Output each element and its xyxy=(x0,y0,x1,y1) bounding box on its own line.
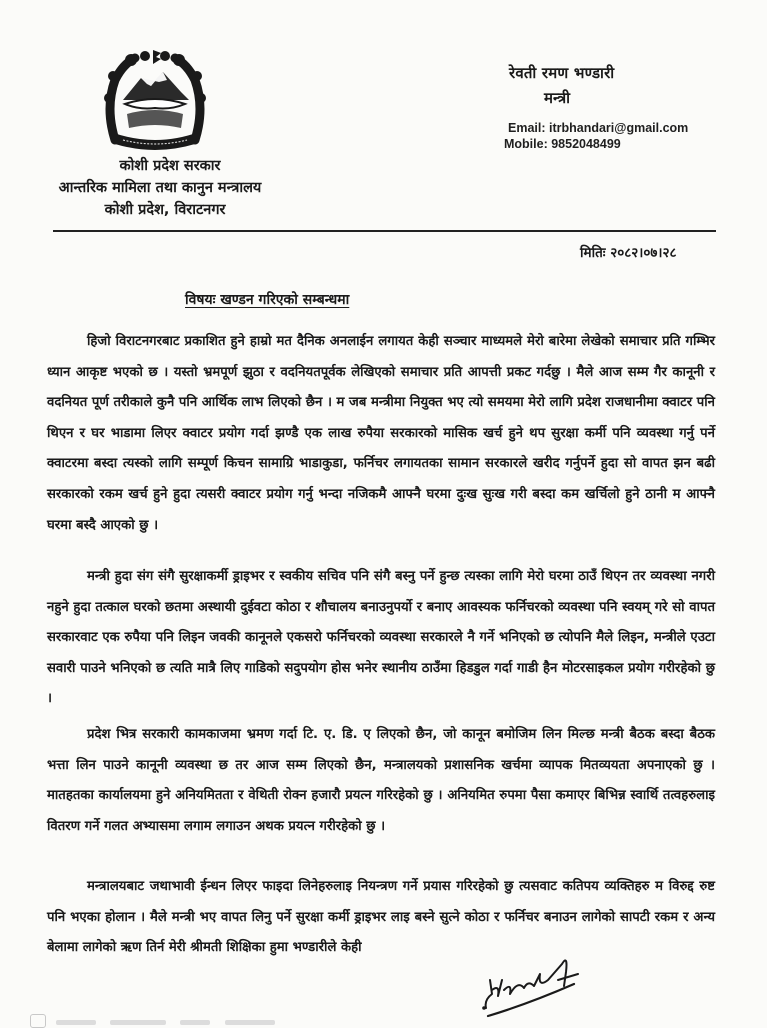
minister-title: मन्त्री xyxy=(544,89,571,107)
paragraph-text: मन्त्रालयबाट जथाभावी ईन्धन लिएर फाइदा लिनेहरुलाइ नियन्त्रण गर्ने प्रयास गरिरहेको छु त्यसवाट कतिपय व्यक्तिहरु म विरुद्द रुष्ट पनि भएका होलान । मैले मन्त्री भए वापत लिनु पर्ने सुरक्षा कर्मी ड्राइभर लाइ बस्ने सुत्ने कोठा र फर्निचर बनाउन लागेको सापटी रकम र अन्य बेलामा लागेको ऋण तिर्न मेरी श्रीमती शिक्षिका हुमा भण्डारीले केही xyxy=(47,879,715,956)
letter-subject: विषयः खण्डन गरिएको सम्बन्धमा xyxy=(185,292,350,308)
scanner-app-icon xyxy=(30,1014,46,1028)
body-paragraph-1 xyxy=(47,327,715,541)
org-ministry: आन्तरिक मामिला तथा कानुन मन्त्रालय xyxy=(58,180,262,196)
body-paragraph-2 xyxy=(47,562,715,715)
paragraph-text: प्रदेश भित्र सरकारी कामकाजमा भ्रमण गर्दा टि. ए. डि. ए लिएको छैन, जो कानून बमोजिम लिन मिल्छ मन्त्री बैठक बस्दा बैठक भत्ता लिन पाउने कानूनी व्यवस्था छ तर आज सम्म लिएको छैन, मन्त्रालयको प्रशासनिक खर्चमा व्यापक मितव्ययता अपनाएको छु । मातहतका कार्यालयमा हुने अनियमितता र वेथिती रोक्न हजारौ प्रयत्न गरिरहेको छु । अनियमित रुपमा पैसा कमाएर बिभिन्न स्वार्थि तत्वहरुलाइ वितरण गर्ने गलत अभ्यासमा लगाम लगाउन अथक प्रयत्न गरीरहेको छु । xyxy=(47,727,715,834)
scanner-watermark xyxy=(30,1014,330,1024)
watermark-text-fragment xyxy=(110,1020,166,1025)
contact-block xyxy=(504,120,689,152)
organization-block xyxy=(40,155,280,221)
email-text: Email: itrbhandari@gmail.com xyxy=(508,121,689,135)
paragraph-text: हिजो विराटनगरबाट प्रकाशित हुने हाम्रो मत दैनिक अनलाईन लगायत केही सञ्चार माध्यमले मेरो बारेमा लेखेको समाचार प्रति गम्भिर ध्यान आकृष्ट भएको छ । यस्तो भ्रमपूर्ण झुठा र वदनियतपूर्वक लेखिएको समाचार प्रति आपत्ती प्रकट गर्दछु । मैले आज सम्म गैर कानूनी र वदनियत पूर्ण तरीकाले कुनै पनि आर्थिक लाभ लिएको छैन । म जब मन्त्रीमा नियुक्त भए त्यो समयमा मेरो लागि प्रदेश राजधानीमा क्वाटर पनि थिएन र घर भाडामा लिएर क्वाटर प्रयोग गर्दा झण्डै एक लाख रुपैया सरकारको मासिक खर्च हुने थप सुरक्षा कर्मी पनि व्यवस्था गर्नु पर्ने क्वाटरमा बस्दा त्यस्को लागि सम्पूर्ण किचन सामाग्रि भाडाकुडा, फर्निचर लगायतका सामान सरकारले खरीद गर्नुपर्ने हुदा सो वापत झन बढी सरकारको रकम खर्च हुने हुदा त्यसरी क्वाटर प्रयोग गर्नु भन्दा नजिकमै आफ्नै घरमा दुःख सुःख गरी बस्दा कम खर्चिलो हुने ठानी म आफ्नै घरमा बस्दै आएको छु । xyxy=(47,334,715,533)
watermark-text-fragment xyxy=(56,1020,96,1025)
paragraph-text: मन्त्री हुदा संग संगै सुरक्षाकर्मी ड्राइभर र स्वकीय सचिव पनि संगै बस्नु पर्ने हुन्छ त्यस्का लागि मेरो घरमा ठाउँ थिएन तर व्यवस्था नगरी नहुने हुदा तत्काल घरको छतमा अस्थायी दुईवटा कोठा र शौचालय बनाउनुपर्यो र बनाए आवस्यक फर्निचरको व्यवस्था पनि स्वयम् गरे सो वापत सरकारवाट एक रुपैया पनि लिइन जवकी कानूनले एकसरो फर्निचरको व्यवस्था सरकारले नै गर्ने भनिएको छ त्योपनि मैले लिइन, मन्त्रीले एउटा सवारी पाउने भनिएको छ त्यति मात्रै लिए गाडिको सदुपयोग होस भनेर स्थानीय ठाउँमा हिडडुल गर्दा गाडी हैन मोटरसाइकल प्रयोग गरीरहेको छु । xyxy=(47,569,715,707)
watermark-text-fragment xyxy=(225,1020,275,1025)
nepal-coat-of-arms-icon xyxy=(101,48,209,153)
minister-name: रेवती रमण भण्डारी xyxy=(509,64,615,82)
body-paragraph-4 xyxy=(47,872,715,964)
header-divider xyxy=(53,230,716,232)
org-address: कोशी प्रदेश, विराटनगर xyxy=(104,202,226,218)
letter-date: मितिः २०८२।०७।२८ xyxy=(580,245,677,261)
minister-block xyxy=(509,63,614,108)
org-government: कोशी प्रदेश सरकार xyxy=(119,158,221,174)
watermark-text-fragment xyxy=(180,1020,210,1025)
handwritten-signature-icon xyxy=(478,950,608,1020)
mobile-text: Mobile: 9852048499 xyxy=(504,137,621,151)
body-paragraph-3 xyxy=(47,720,715,842)
